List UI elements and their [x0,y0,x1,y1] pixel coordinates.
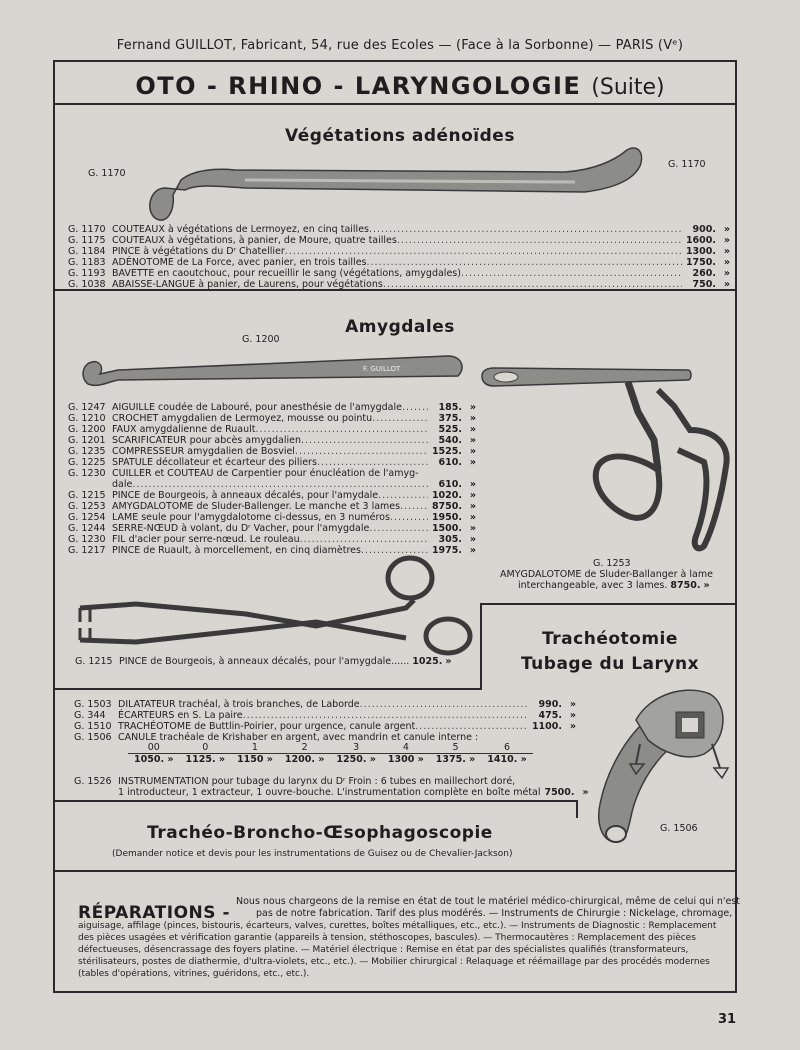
curette-illustration [145,140,645,230]
divider-trach-top [480,603,737,605]
tracheo-item: G. 344 ÉCARTEURS en S. La paire ..... 475. » [74,710,576,721]
size-cell: 1 [251,742,258,753]
tracheo-item-1526: G. 1526 INSTRUMENTATION pour tubage du larynx du Dʳ Froin : 6 tubes en maillechort doré, [74,776,516,787]
fig-label-1170-left: G. 1170 [88,168,126,179]
reparations-line: pas de notre fabrication. Tarif des plus modérés. — Instruments de Chirurgie : Nickelage, chromage, [256,908,733,919]
caption-1253-line2: interchangeable, avec 3 lames. 8750. » [518,580,710,591]
reparations-line: (tables d'opérations, vitrines, guéridons, etc., etc.). [78,969,310,979]
vegetation-item: G. 1184 PINCE à végétations du Dʳ Chatellier ..... 1300. » [68,246,730,257]
tracheo-item: G. 1506 CANULE trachéale de Krishaber en argent, avec mandrin et canule interne : [74,732,479,743]
amygdale-item: G. 1217 PINCE de Ruault, à morcellement, en cinq diamètres ..... 1975. » [68,545,476,556]
fig-label-1253: G. 1253 [593,558,631,569]
vegetation-item: G. 1193 BAVETTE en caoutchouc, pour recueillir le sang (végétations, amygdales) ..... 260. » [68,268,730,279]
size-cell: 3 [353,742,360,753]
amygdale-item: G. 1247 AIGUILLE coudée de Labouré, pour anesthésie de l'amygdale ..... 185. » [68,402,476,413]
amygdale-item: G. 1225 SPATULE décollateur et écarteur des piliers ..... 610. » [68,457,476,468]
reparations-line: stérilisateurs, postes de diathermie, d'ultra-violets, etc., etc.). — Mobilier chirurgical : Relaquage et réémaillage par des procédés modernes [78,957,710,967]
reparations-line: Nous nous chargeons de la remise en état de tout le matériel médico-chirurgical, même de celui qui n'est [236,896,740,907]
section-title-tracheotomie: Trachéotomie [542,629,678,649]
caption-1253-line1: AMYGDALOTOME de Sluder-Ballanger à lame [500,569,713,580]
divider-vertical-2 [576,800,578,818]
size-price-cell: 1200. » [279,754,331,766]
size-cell: 5 [452,742,459,753]
amygdale-item: G. 1210 CROCHET amygdalien de Lermoyez, mousse ou pointu ..... 375. » [68,413,476,424]
reparations-line: des pièces usagées et vérification garantie (appareils à tension, stéthoscopes, bascules). — Thermocautères : Remplacement des pièces [78,933,696,943]
tracheo-item-1526-line2: 1 introducteur, 1 extracteur, 1 ouvre-bouche. L'instrumentation complète en boîte métal 7500. » [118,787,589,798]
page-number: 31 [718,1012,737,1027]
amygdale-item: G. 1201 SCARIFICATEUR pour abcès amygdalien ..... 540. » [68,435,476,446]
size-price-cell: 1250. » [330,754,382,766]
size-cell: 2 [301,742,308,753]
divider-amygdales [53,688,482,690]
fig-label-1200: G. 1200 [242,334,280,345]
size-row [128,742,533,754]
vegetation-item: G. 1038 ABAISSE-LANGUE à panier, de Laurens, pour végétations ..... 750. » [68,279,730,290]
page-title: OTO - RHINO - LARYNGOLOGIE (Suite) [135,72,665,100]
caption-1215: G. 1215 PINCE de Bourgeois, à anneaux décalés, pour l'amygdale...... 1025. » [75,656,452,667]
faux-amygdalienne-illustration [78,348,468,398]
fig-label-1506: G. 1506 [660,823,698,834]
vegetation-item: G. 1183 ADÉNOTOME de La Force, avec panier, en trois tailles ..... 1750. » [68,257,730,268]
instrument-mark: F. GUILLOT [363,365,401,373]
reparations-line: défectueuses, désencrassage des foyers platine. — Matériel électrique : Remise en état par des spécialistes qualifiés (transformateurs, [78,945,689,955]
reparations-title: RÉPARATIONS - [78,903,231,923]
size-price-cell: 1300 » [382,754,430,766]
size-cell: 4 [402,742,409,753]
vegetation-item: G. 1170 COUTEAUX à végétations de Lermoyez, en cinq tailles ..... 900. » [68,224,730,235]
amygdale-item: G. 1215 PINCE de Bourgeois, à anneaux décalés, pour l'amydale ..... 1020. » [68,490,476,501]
amygdale-item: G. 1254 LAME seule pour l'amygdalotome ci-dessus, en 3 numéros ..... 1950. » [68,512,476,523]
tracheo-item: G. 1510 TRACHÉOTOME de Buttlin-Poirier, pour urgence, canule argent ..... 1100. » [74,721,576,732]
canule-sizes-table [128,742,533,765]
amygdale-item: G. 1230 FIL d'acier pour serre-nœud. Le rouleau ..... 305. » [68,534,476,545]
vegetation-item: G. 1175 COUTEAUX à végétations, à panier, de Moure, quatre tailles ..... 1600. » [68,235,730,246]
size-price-cell: 1050. » [128,754,180,766]
reparations-line: aiguisage, affilage (pinces, bistouris, écarteurs, valves, curettes, boîtes métalliques, etc., etc.). — Instruments de Diagnostic : Remplacement [78,921,717,931]
section-title-broncho: Trachéo-Broncho-Œsophagoscopie [147,823,493,843]
size-cell: 0 [202,742,209,753]
size-cell: 6 [504,742,511,753]
title-divider [53,103,737,105]
fig-label-1170-right: G. 1170 [668,159,706,170]
size-price-row [128,754,533,766]
size-price-cell: 1150 » [231,754,279,766]
divider-vertical [480,603,482,689]
section-title-vegetations: Végétations adénoïdes [285,126,515,146]
size-cell: 00 [147,742,160,753]
size-price-cell: 1125. » [180,754,232,766]
divider-trach-bottom [53,800,578,802]
amygdalotome-illustration [478,366,738,556]
section-title-tubage: Tubage du Larynx [520,654,700,674]
amygdale-item: G. 1200 FAUX amygdalienne de Ruault ..... 525. » [68,424,476,435]
broncho-note: (Demander notice et devis pour les instrumentations de Guisez ou de Chevalier-Jackson) [112,849,513,859]
size-price-cell: 1410. » [481,754,533,766]
size-price-cell: 1375. » [430,754,482,766]
divider-broncho [53,870,737,872]
amygdale-item: G. 1244 SERRE-NŒUD à volant, du Dʳ Vacher, pour l'amygdale ..... 1500. » [68,523,476,534]
amygdale-item: G. 1235 COMPRESSEUR amygdalien de Bosviel ..... 1525. » [68,446,476,457]
pince-bourgeois-illustration [76,552,476,656]
amygdale-item: G. 1253 AMYGDALOTOME de Sluder-Ballenger. Le manche et 3 lames ..... 8750. » [68,501,476,512]
section-title-amygdales: Amygdales [345,317,455,337]
page-header: Fernand GUILLOT, Fabricant, 54, rue des Ecoles — (Face à la Sorbonne) — PARIS (Vᵉ) [116,38,684,53]
amygdale-item: dale ..... 610. » [68,479,476,490]
tracheo-item: G. 1503 DILATATEUR trachéal, à trois branches, de Laborde ..... 990. » [74,699,576,710]
amygdale-item: G. 1230 CUILLER et COUTEAU de Carpentier pour énucléation de l'amyg- [68,468,419,479]
